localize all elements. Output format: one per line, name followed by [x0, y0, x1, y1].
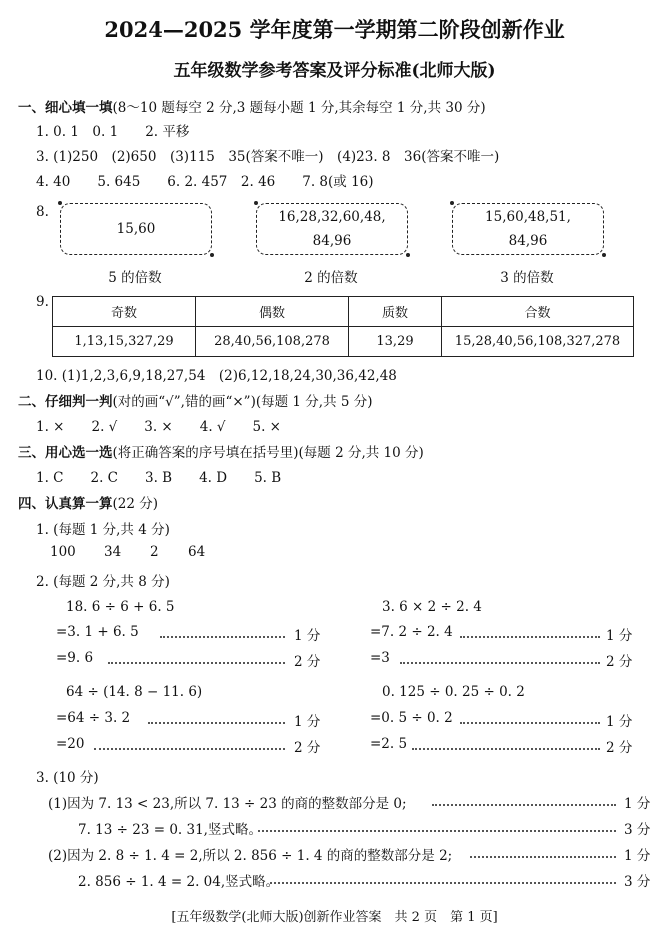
- page-title: 2024—2025 学年度第一学期第二阶段创新作业: [104, 17, 565, 42]
- q9-number: 9.: [36, 294, 49, 310]
- dot-leader: [460, 722, 600, 724]
- dot-leader: [470, 856, 616, 858]
- table-cell: 13,29: [349, 327, 442, 357]
- dot-leader: [400, 662, 600, 664]
- table-header-cell: 奇数: [53, 297, 196, 327]
- calc-step-2: =20: [56, 736, 85, 752]
- box-label-3: 3 的倍数: [500, 270, 554, 286]
- calc-step-1: =0. 5 ÷ 0. 2: [370, 710, 453, 726]
- reasoning-line: (2)因为 2. 8 ÷ 1. 4 = 2,所以 2. 856 ÷ 1. 4 的商的整数部分是 2;: [48, 848, 453, 864]
- dot-leader: [160, 636, 285, 638]
- calc-expression: 0. 125 ÷ 0. 25 ÷ 0. 2: [382, 684, 525, 700]
- calc-step-2: =9. 6: [56, 650, 94, 666]
- calc-step-1: =7. 2 ÷ 2. 4: [370, 624, 453, 640]
- box-line: 16,28,32,60,48,: [278, 209, 386, 225]
- section-4-heading: [18, 492, 158, 512]
- box-label-2: 2 的倍数: [304, 270, 358, 286]
- section-3-note: (将正确答案的序号填在括号里)(每题 2 分,共 10 分): [112, 445, 424, 461]
- calc-expression: 18. 6 ÷ 6 + 6. 5: [66, 599, 175, 615]
- answer-line-q10: 10. (1)1,2,3,6,9,18,27,54 (2)6,12,18,24,30,36,42,48: [36, 368, 397, 384]
- dot-leader: [270, 882, 616, 884]
- reasoning-line: 7. 13 ÷ 23 = 0. 31,竖式略。: [78, 822, 262, 838]
- multiples-of-5-box: [60, 203, 212, 255]
- part-1-answer: 34: [104, 544, 122, 560]
- q8-number: 8.: [36, 204, 49, 220]
- calc-step-2: =2. 5: [370, 736, 408, 752]
- score-label: 2 分: [606, 654, 633, 670]
- score-label: 2 分: [294, 654, 321, 670]
- table-header-row: [53, 297, 634, 327]
- score-label: 3 分: [624, 822, 651, 838]
- calc-expression: 64 ÷ (14. 8 − 11. 6): [66, 684, 203, 700]
- box-line: 84,96: [508, 233, 548, 249]
- score-label: 1 分: [606, 714, 633, 730]
- score-label: 2 分: [606, 740, 633, 756]
- dot-leader: [148, 722, 285, 724]
- section-1-title: 一、细心填一填: [18, 100, 113, 116]
- calc-step-2: =3: [370, 650, 390, 666]
- part-1-note: 1. (每题 1 分,共 4 分): [36, 522, 170, 538]
- multiples-of-2-box: [256, 203, 408, 255]
- section-2-title: 二、仔细判一判: [18, 394, 113, 410]
- section-1-heading: [18, 96, 486, 116]
- dot-leader: [108, 662, 285, 664]
- score-label: 1 分: [294, 628, 321, 644]
- table-header-cell: 偶数: [196, 297, 349, 327]
- page-footer: [五年级数学(北师大版)创新作业答案 共 2 页 第 1 页]: [171, 910, 498, 925]
- choice-answers: 1. C 2. C 3. B 4. D 5. B: [36, 470, 282, 486]
- score-label: 2 分: [294, 740, 321, 756]
- score-label: 1 分: [606, 628, 633, 644]
- calc-step-1: =3. 1 + 6. 5: [56, 624, 139, 640]
- box-label-5: 5 的倍数: [108, 270, 162, 286]
- reasoning-line: (1)因为 7. 13 < 23,所以 7. 13 ÷ 23 的商的整数部分是 0;: [48, 796, 407, 812]
- section-4-note: (22 分): [112, 496, 159, 512]
- section-1-note: (8～10 题每空 2 分,3 题每小题 1 分,其余每空 1 分,共 30 分): [112, 100, 486, 116]
- answer-line-q1: 1. 0. 1 0. 1 2. 平移: [36, 124, 190, 140]
- part-1-answer: 64: [188, 544, 206, 560]
- reasoning-line: 2. 856 ÷ 1. 4 = 2. 04,竖式略。: [78, 874, 280, 890]
- table-cell: 1,13,15,327,29: [53, 327, 196, 357]
- table-cell: 15,28,40,56,108,327,278: [442, 327, 634, 357]
- table-row: [53, 327, 634, 357]
- part-2-note: 2. (每题 2 分,共 8 分): [36, 574, 170, 590]
- section-2-note: (对的画“√”,错的画“×”)(每题 1 分,共 5 分): [112, 394, 373, 410]
- page-subtitle: 五年级数学参考答案及评分标准(北师大版): [173, 61, 496, 81]
- score-label: 1 分: [294, 714, 321, 730]
- dot-leader: [258, 830, 616, 832]
- table-cell: 28,40,56,108,278: [196, 327, 349, 357]
- number-classification-table: [52, 296, 634, 357]
- score-label: 1 分: [624, 848, 651, 864]
- judgement-answers: 1. × 2. √ 3. × 4. √ 5. ×: [36, 419, 281, 435]
- box-line: 15,60: [116, 221, 156, 237]
- score-label: 1 分: [624, 796, 651, 812]
- part-3-note: 3. (10 分): [36, 770, 99, 786]
- section-4-title: 四、认真算一算: [18, 496, 113, 512]
- dot-leader: [432, 804, 616, 806]
- part-1-answer: 100: [50, 544, 76, 560]
- table-header-cell: 质数: [349, 297, 442, 327]
- score-label: 3 分: [624, 874, 651, 890]
- calc-step-1: =64 ÷ 3. 2: [56, 710, 131, 726]
- dot-leader: [94, 748, 285, 750]
- dot-leader: [412, 748, 600, 750]
- calc-expression: 3. 6 × 2 ÷ 2. 4: [382, 599, 482, 615]
- section-2-heading: [18, 390, 373, 410]
- box-line: 84,96: [312, 233, 352, 249]
- table-header-cell: 合数: [442, 297, 634, 327]
- dot-leader: [460, 636, 600, 638]
- part-1-answer: 2: [150, 544, 159, 560]
- section-3-title: 三、用心选一选: [18, 445, 113, 461]
- section-3-heading: [18, 441, 424, 461]
- multiples-of-3-box: [452, 203, 604, 255]
- box-line: 15,60,48,51,: [485, 209, 571, 225]
- answer-line-q4: 4. 40 5. 645 6. 2. 457 2. 46 7. 8(或 16): [36, 174, 374, 190]
- answer-line-q3: 3. (1)250 (2)650 (3)115 35(答案不唯一) (4)23. 8 36(答案不唯一): [36, 149, 500, 165]
